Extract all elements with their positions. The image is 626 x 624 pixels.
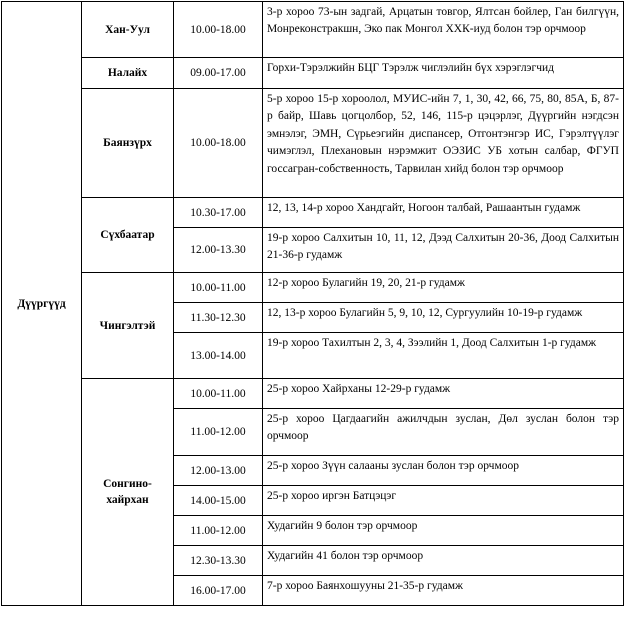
area-description: Худагийн 9 болон тэр орчмоор [263, 516, 624, 546]
district-name: Сонгино-хайрхан [82, 379, 174, 606]
table-row [2, 379, 624, 409]
time-range: 10.00-11.00 [174, 379, 263, 409]
district-name: Чингэлтэй [82, 273, 174, 379]
district-name: Хан-Уул [82, 2, 174, 58]
area-description: 5-р хороо 15-р хороолол, МУИС-ийн 7, 1, 30, 42, 66, 75, 80, 85А, Б, 87-р байр, Шавь цогцолбор, 52, 146, 115-р цэцэрлэг, Дүүргийн нэгдсэн эмнэлэг, ЭМН, Сүрьеэгийн диспансер, Отгонтэнгэр ИС, Гэрэлтүүлэг чимэглэл, Плехановын нэрэмжит ОЭЗИС УБ хотын салбар, ФГУП госсагран-собственность, Тарвилан хийд болон тэр орчмоор [263, 89, 624, 198]
time-range: 11.30-12.30 [174, 303, 263, 333]
time-range: 10.00-18.00 [174, 2, 263, 58]
table-row [2, 198, 624, 228]
area-description: 19-р хороо Салхитын 10, 11, 12, Дээд Салхитын 20-36, Доод Салхитын 21-36-р гудамж [263, 228, 624, 273]
area-description: 25-р хороо Цагдаагийн ажилчдын зуслан, Дөл зуслан болон тэр орчмоор [263, 409, 624, 456]
area-description: Горхи-Тэрэлжийн БЦГ Тэрэлж чиглэлийн бүх хэрэглэгчид [263, 58, 624, 89]
table-row [2, 89, 624, 198]
area-description: 25-р хороо иргэн Батцэцэг [263, 486, 624, 516]
table-row [2, 58, 624, 89]
region-cell: Дүүргүүд [2, 2, 82, 606]
time-range: 13.00-14.00 [174, 333, 263, 379]
time-range: 10.00-11.00 [174, 273, 263, 303]
outage-schedule-table [1, 1, 624, 606]
area-description: 12, 13, 14-р хороо Хандгайт, Ногоон талбай, Рашаантын гудамж [263, 198, 624, 228]
time-range: 10.00-18.00 [174, 89, 263, 198]
time-range: 12.00-13.30 [174, 228, 263, 273]
time-range: 16.00-17.00 [174, 576, 263, 606]
table-row [2, 273, 624, 303]
area-description: 12, 13-р хороо Булагийн 5, 9, 10, 12, Сургуулийн 10-19-р гудамж [263, 303, 624, 333]
time-range: 10.30-17.00 [174, 198, 263, 228]
time-range: 09.00-17.00 [174, 58, 263, 89]
area-description: 25-р хороо Хайрханы 12-29-р гудамж [263, 379, 624, 409]
time-range: 11.00-12.00 [174, 409, 263, 456]
area-description: 12-р хороо Булагийн 19, 20, 21-р гудамж [263, 273, 624, 303]
district-name: Сүхбаатар [82, 198, 174, 273]
time-range: 11.00-12.00 [174, 516, 263, 546]
area-description: 25-р хороо Зүүн салааны зуслан болон тэр орчмоор [263, 456, 624, 486]
area-description: 3-р хороо 73-ын задгай, Арцатын товгор, Ялтсан бойлер, Ган билгүүн, Монреконстракшн, Эко пак Монгол ХХК-иуд болон тэр орчмоор [263, 2, 624, 58]
district-name: Баянзүрх [82, 89, 174, 198]
time-range: 12.00-13.00 [174, 456, 263, 486]
time-range: 14.00-15.00 [174, 486, 263, 516]
time-range: 12.30-13.30 [174, 546, 263, 576]
area-description: 7-р хороо Баянхошууны 21-35-р гудамж [263, 576, 624, 606]
table-row [2, 2, 624, 58]
area-description: 19-р хороо Тахилтын 2, 3, 4, Зээлийн 1, Доод Салхитын 1-р гудамж [263, 333, 624, 379]
district-name: Налайх [82, 58, 174, 89]
area-description: Худагийн 41 болон тэр орчмоор [263, 546, 624, 576]
